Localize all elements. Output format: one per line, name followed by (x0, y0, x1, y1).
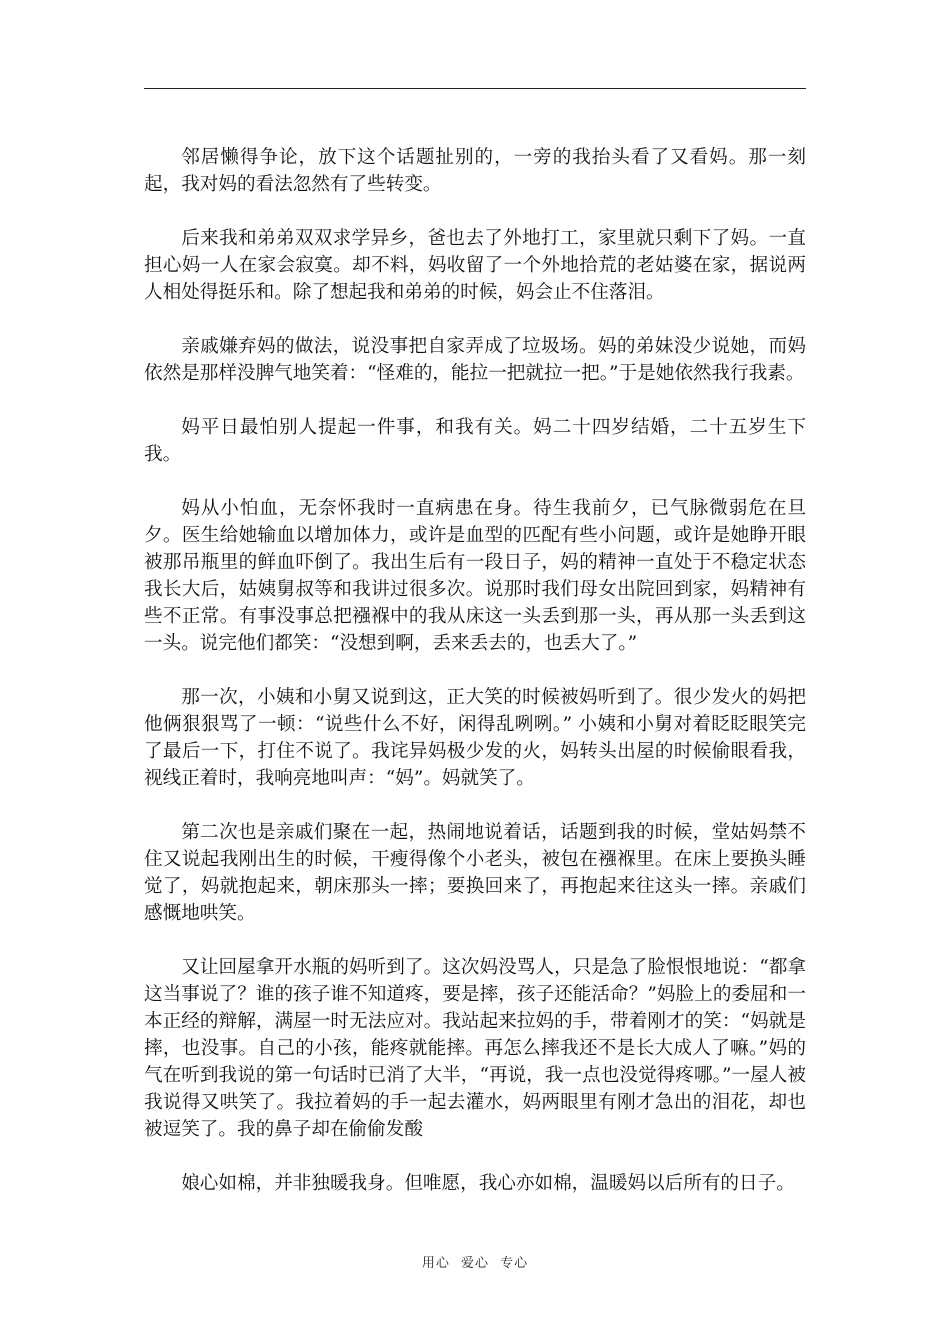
paragraph: 又让回屋拿开水瓶的妈听到了。这次妈没骂人，只是急了脸恨恨地说：“都拿这当事说了？谁的孩子谁不知道疼，要是摔，孩子还能活命？”妈脸上的委屈和一本正经的辩解，满屋一时无法应对。我站起来拉妈的手，带着刚才的笑：“妈就是摔，也没事。自己的小孩，能疼就能摔。再怎么摔我还不是长大成人了嘛。”妈的气在听到我说的第一句话时已消了大半，“再说，我一点也没觉得疼哪。”一屋人被我说得又哄笑了。我拉着妈的手一起去灌水，妈两眼里有刚才急出的泪花，却也被逗笑了。我的鼻子却在偷偷发酸 (144, 957, 806, 1140)
paragraph: 第二次也是亲戚们聚在一起，热闹地说着话，话题到我的时候，堂姑妈禁不住又说起我刚出生的时候，干瘦得像个小老头，被包在襁褓里。在床上要换头睡觉了，妈就抱起来，朝床那头一摔；要换回来了，再抱起来往这头一摔。亲戚们感慨地哄笑。 (144, 822, 806, 924)
paragraph: 后来我和弟弟双双求学异乡，爸也去了外地打工，家里就只剩下了妈。一直担心妈一人在家会寂寞。却不料，妈收留了一个外地拾荒的老姑婆在家，据说两人相处得挺乐和。除了想起我和弟弟的时候，妈会止不住落泪。 (144, 228, 806, 303)
page-footer: 用心 爱心 专心 (421, 1256, 529, 1271)
paragraph: 邻居懒得争论，放下这个话题扯别的，一旁的我抬头看了又看妈。那一刻起，我对妈的看法忽然有了些转变。 (144, 147, 806, 195)
header-rule (144, 88, 806, 89)
paragraph: 妈平日最怕别人提起一件事，和我有关。妈二十四岁结婚，二十五岁生下我。 (144, 417, 806, 465)
document-body (144, 144, 806, 1224)
paragraph: 那一次，小姨和小舅又说到这，正大笑的时候被妈听到了。很少发火的妈把他俩狠狠骂了一顿：“说些什么不好，闲得乱咧咧。” 小姨和小舅对着眨眨眼笑完了最后一下，打住不说了。我诧异妈极少发的火，妈转头出屋的时候偷眼看我，视线正着时，我响亮地叫声：“妈”。妈就笑了。 (144, 687, 806, 789)
paragraph: 娘心如棉，并非独暖我身。但唯愿，我心亦如棉，温暖妈以后所有的日子。 (181, 1173, 795, 1194)
paragraph: 妈从小怕血，无奈怀我时一直病患在身。待生我前夕，已气脉微弱危在旦夕。医生给她输血以增加体力，或许是血型的匹配有些小问题，或许是她睁开眼被那吊瓶里的鲜血吓倒了。我出生后有一段日子，妈的精神一直处于不稳定状态我长大后，姑姨舅叔等和我讲过很多次。说那时我们母女出院回到家，妈精神有些不正常。有事没事总把襁褓中的我从床这一头丢到那一头，再从那一头丢到这一头。说完他们都笑：“没想到啊，丢来丢去的，也丢大了。” (144, 498, 806, 654)
paragraph: 亲戚嫌弃妈的做法，说没事把自家弄成了垃圾场。妈的弟妹没少说她，而妈依然是那样没脾气地笑着：“怪难的，能拉一把就拉一把。”于是她依然我行我素。 (144, 336, 806, 384)
